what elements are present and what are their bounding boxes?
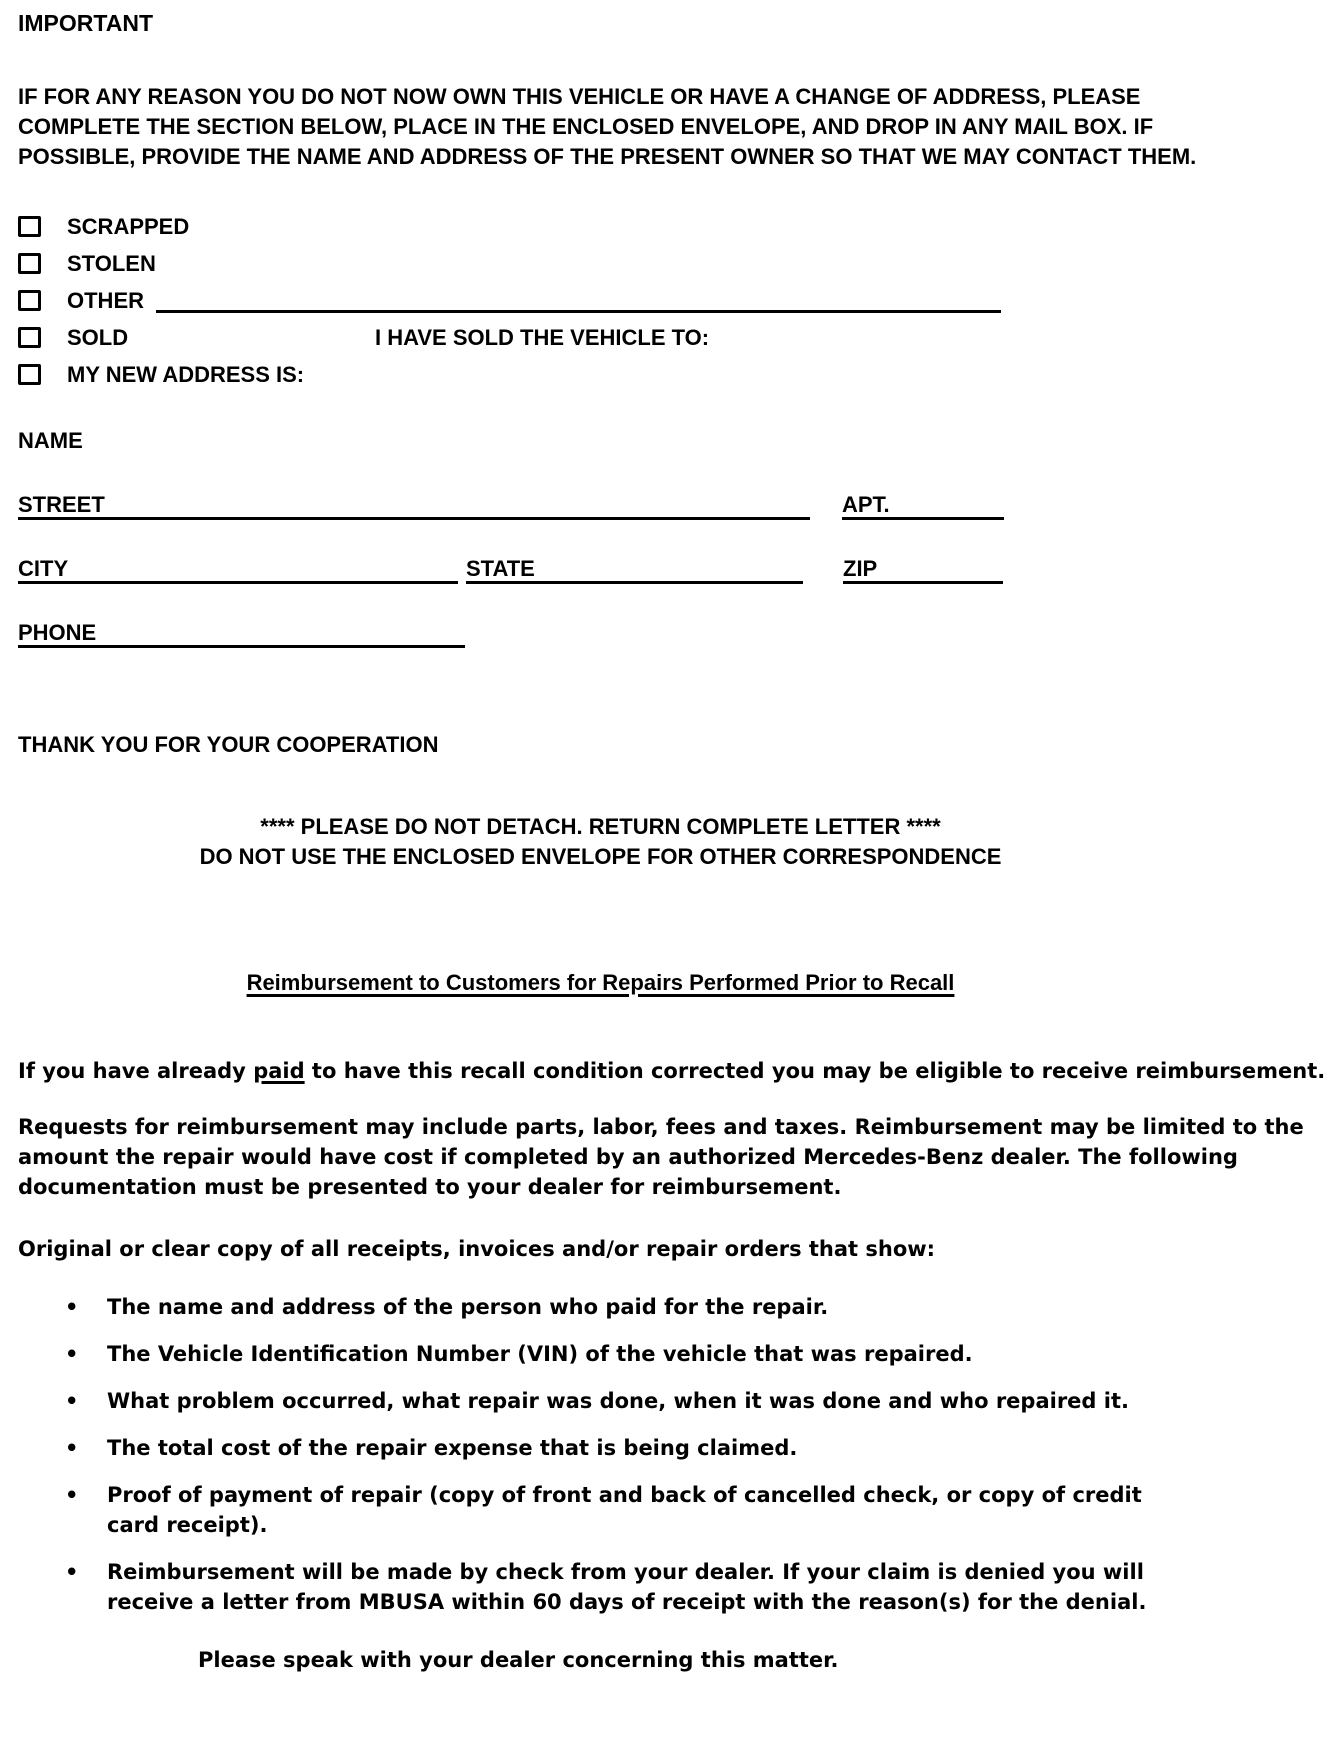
list-item	[65, 1480, 1326, 1540]
reimbursement-heading: Reimbursement to Customers for Repairs Performed Prior to Recall	[246, 970, 955, 995]
important-heading: IMPORTANT	[18, 10, 154, 36]
reimbursement-para-1	[18, 1056, 1326, 1086]
list-item	[65, 1386, 1326, 1416]
city-label: CITY	[18, 556, 69, 581]
zip-field[interactable]	[843, 554, 1003, 584]
documentation-bullet-list	[18, 1292, 1326, 1617]
thank-you-line: THANK YOU FOR YOUR COOPERATION	[18, 732, 439, 757]
other-checkbox[interactable]	[18, 290, 41, 311]
sold-note: I HAVE SOLD THE VEHICLE TO:	[375, 325, 710, 350]
envelope-note-line: DO NOT USE THE ENCLOSED ENVELOPE FOR OTHER CORRESPONDENCE	[199, 844, 1002, 869]
para1-pre: If you have already	[18, 1059, 254, 1083]
bullet-text: The Vehicle Identification Number (VIN) of the vehicle that was repaired.	[107, 1342, 973, 1366]
scrapped-checkbox[interactable]	[18, 216, 41, 237]
scrapped-label: SCRAPPED	[67, 214, 190, 239]
do-not-detach-line: **** PLEASE DO NOT DETACH. RETURN COMPLETE LETTER ****	[260, 814, 941, 839]
phone-field[interactable]	[18, 618, 465, 648]
intro-paragraph: IF FOR ANY REASON YOU DO NOT NOW OWN THIS VEHICLE OR HAVE A CHANGE OF ADDRESS, PLEASE COMPLETE THE SECTION BELOW, PLACE IN THE ENCLOSED ENVELOPE, AND DROP IN ANY MAIL BOX. IF POSSIBLE, PROVIDE THE NAME AND ADDRESS OF THE PRESENT OWNER SO THAT WE MAY CONTACT THEM.	[18, 84, 1197, 169]
state-label: STATE	[466, 556, 535, 581]
other-blank-line[interactable]	[156, 286, 1001, 313]
bullet-icon: •	[65, 1342, 79, 1366]
city-field[interactable]	[18, 554, 458, 584]
bullet-icon: •	[65, 1560, 79, 1584]
vehicle-status-checkbox-list	[18, 212, 1326, 390]
new-address-label: MY NEW ADDRESS IS:	[67, 362, 305, 387]
bullet-icon: •	[65, 1436, 79, 1460]
name-label: NAME	[18, 428, 83, 453]
apt-field[interactable]	[842, 490, 1004, 520]
do-not-detach-block	[18, 812, 1183, 872]
bullet-icon: •	[65, 1389, 79, 1413]
city-row	[18, 554, 1326, 584]
reimbursement-para-2: Requests for reimbursement may include parts, labor, fees and taxes. Reimbursement may be limited to the amount the repair would have cost if completed by an authorized Mercedes-Benz dealer. The following documentation must be presented to your dealer for reimbursement.	[18, 1115, 1304, 1199]
street-row	[18, 490, 1326, 520]
new-address-checkbox[interactable]	[18, 364, 41, 385]
reimbursement-section	[18, 1056, 1326, 1675]
bullet-text: Proof of payment of repair (copy of front and back of cancelled check, or copy of credit card receipt).	[107, 1483, 1142, 1537]
zip-label: ZIP	[843, 556, 878, 581]
checkbox-row-stolen	[18, 249, 1326, 279]
checkbox-row-other	[18, 286, 1326, 316]
owner-info-form	[18, 426, 1326, 648]
bullet-text: What problem occurred, what repair was done, when it was done and who repaired it.	[107, 1389, 1129, 1413]
bullet-text: The total cost of the repair expense that is being claimed.	[107, 1436, 798, 1460]
name-row	[18, 426, 1326, 456]
list-item	[65, 1339, 1326, 1369]
bullet-icon: •	[65, 1295, 79, 1319]
bullet-text: Reimbursement will be made by check from your dealer. If your claim is denied you will receive a letter from MBUSA within 60 days of receipt with the reason(s) for the denial.	[107, 1560, 1147, 1614]
bullet-icon: •	[65, 1483, 79, 1507]
reimbursement-para-3: Original or clear copy of all receipts, invoices and/or repair orders that show:	[18, 1237, 936, 1261]
stolen-label: STOLEN	[67, 251, 156, 276]
sold-checkbox[interactable]	[18, 327, 41, 348]
checkbox-row-sold	[18, 323, 1326, 353]
list-item	[65, 1557, 1326, 1617]
other-label: OTHER	[67, 288, 144, 313]
checkbox-row-new-address	[18, 360, 1326, 390]
phone-row	[18, 618, 1326, 648]
checkbox-row-scrapped	[18, 212, 1326, 242]
bullet-text: The name and address of the person who paid for the repair.	[107, 1295, 829, 1319]
phone-label: PHONE	[18, 620, 97, 645]
para1-paid-underlined: paid	[253, 1059, 305, 1083]
list-item	[65, 1433, 1326, 1463]
stolen-checkbox[interactable]	[18, 253, 41, 274]
closing-line: Please speak with your dealer concerning this matter.	[198, 1648, 839, 1672]
street-field[interactable]	[18, 490, 810, 520]
sold-label: SOLD	[67, 325, 129, 350]
list-item	[65, 1292, 1326, 1322]
state-field[interactable]	[466, 554, 803, 584]
para1-post: to have this recall condition corrected you may be eligible to receive reimbursement.	[304, 1059, 1326, 1083]
street-label: STREET	[18, 492, 105, 517]
apt-label: APT.	[842, 492, 890, 517]
